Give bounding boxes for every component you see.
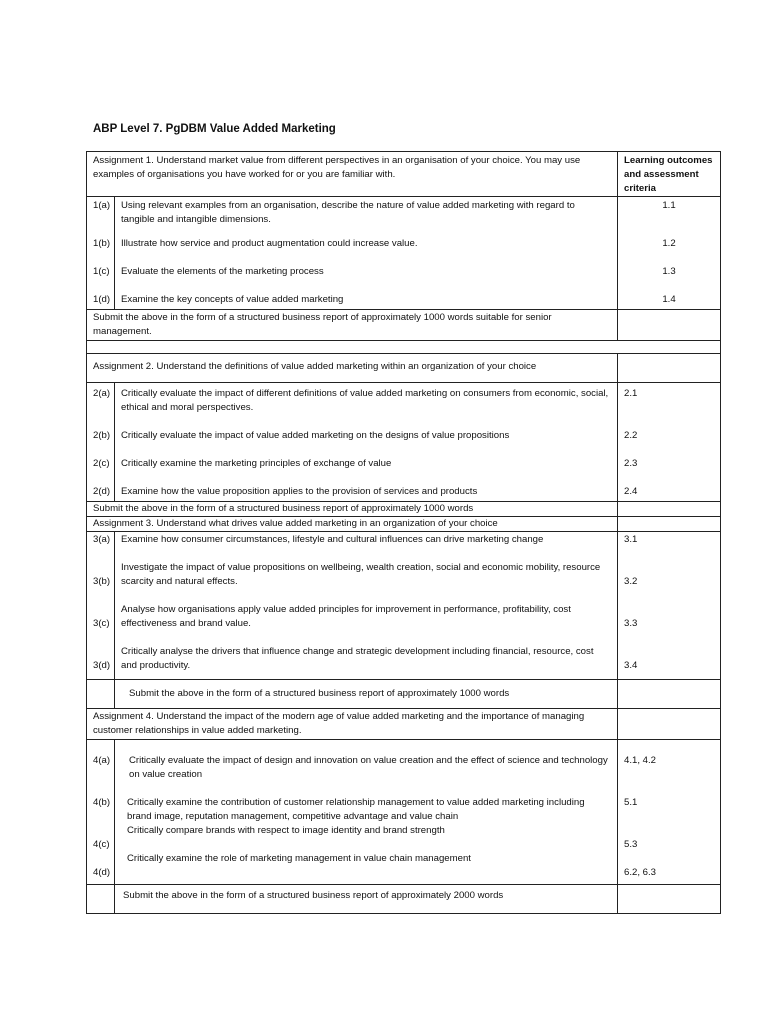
task-id: 4(d) bbox=[93, 867, 111, 878]
learning-outcome: 2.1 bbox=[624, 388, 638, 399]
assignment-4-submit-row bbox=[87, 885, 721, 914]
task-ids bbox=[87, 740, 115, 885]
task-ids bbox=[87, 197, 115, 310]
submit-instruction: Submit the above in the form of a structured business report of approximately 1000 words suitable for senior management. bbox=[87, 310, 618, 341]
task-outcomes bbox=[618, 383, 721, 502]
task-id: 1(c) bbox=[93, 266, 110, 277]
learning-outcome: 1.4 bbox=[662, 294, 676, 305]
task-id: 1(b) bbox=[93, 238, 111, 249]
task-id: 1(a) bbox=[93, 200, 111, 211]
learning-outcome: 4.1, 4.2 bbox=[624, 755, 657, 766]
page-title: ABP Level 7. PgDBM Value Added Marketing bbox=[93, 123, 336, 135]
task-texts bbox=[115, 197, 618, 310]
learning-outcomes-header: Learning outcomes and assessment criteria bbox=[618, 152, 721, 197]
task-id: 3(d) bbox=[93, 660, 111, 671]
task-id: 3(c) bbox=[93, 618, 110, 629]
task-text: Investigate the impact of value propositions on wellbeing, wealth creation, social and economic mobility, resource scarcity and natural effects. bbox=[121, 562, 601, 587]
submit-instruction: Submit the above in the form of a structured business report of approximately 1000 words bbox=[87, 502, 618, 517]
task-text: Analyse how organisations apply value added principles for improvement in performance, profitability, cost effectiveness and brand value. bbox=[121, 604, 571, 629]
task-text: Critically examine the role of marketing management in value chain management bbox=[127, 853, 471, 864]
learning-outcome: 1.3 bbox=[662, 266, 676, 277]
task-id: 2(b) bbox=[93, 430, 111, 441]
submit-instruction: Submit the above in the form of a structured business report of approximately 1000 words bbox=[115, 680, 618, 709]
task-text: Illustrate how service and product augmentation could increase value. bbox=[121, 238, 418, 249]
learning-outcome: 3.2 bbox=[624, 576, 638, 587]
learning-outcome: 2.2 bbox=[624, 430, 638, 441]
assignment-2-tasks-row bbox=[87, 383, 721, 502]
task-text: Examine how the value proposition applies to the provision of services and products bbox=[121, 486, 478, 497]
learning-outcome: 1.2 bbox=[662, 238, 676, 249]
task-ids bbox=[87, 383, 115, 502]
task-text: Examine how consumer circumstances, lifestyle and cultural influences can drive marketing change bbox=[121, 534, 544, 545]
learning-outcome: 3.4 bbox=[624, 660, 638, 671]
task-id: 4(a) bbox=[93, 755, 111, 766]
learning-outcome: 5.3 bbox=[624, 839, 638, 850]
assignment-1-submit-row bbox=[87, 310, 721, 341]
task-text: Critically evaluate the impact of different definitions of value added marketing on consumers from economic, social, ethical and moral perspectives. bbox=[121, 388, 609, 413]
learning-outcome: 1.1 bbox=[662, 200, 676, 211]
task-text: Examine the key concepts of value added marketing bbox=[121, 294, 344, 305]
assignment-4-tasks-row bbox=[87, 740, 721, 885]
assignment-3-submit-row bbox=[87, 680, 721, 709]
assignment-2-submit-row bbox=[87, 502, 721, 517]
task-text: Critically evaluate the impact of design and innovation on value creation and the effect of science and technology on value creation bbox=[129, 755, 608, 780]
assignment-3-heading: Assignment 3. Understand what drives value added marketing in an organization of your choice bbox=[87, 517, 618, 532]
learning-outcome: 6.2, 6.3 bbox=[624, 867, 657, 878]
task-id: 2(c) bbox=[93, 458, 110, 469]
assignment-1-heading: Assignment 1. Understand market value from different perspectives in an organisation of your choice. You may use examples of organisations you have worked for or you are familiar with. bbox=[87, 152, 618, 197]
assignment-1-tasks-row bbox=[87, 197, 721, 310]
task-text: Critically examine the marketing principles of exchange of value bbox=[121, 458, 392, 469]
task-outcomes bbox=[618, 197, 721, 310]
task-id: 1(d) bbox=[93, 294, 111, 305]
assignment-3-tasks-row bbox=[87, 532, 721, 680]
task-id: 3(a) bbox=[93, 534, 111, 545]
task-text: Critically examine the contribution of customer relationship management to value added marketing including brand image, reputation management, competitive advantage and value chain bbox=[127, 797, 585, 822]
task-text: Using relevant examples from an organisation, describe the nature of value added marketing with regard to tangible and intangible dimensions. bbox=[121, 200, 575, 225]
task-text: Critically compare brands with respect to image identity and brand strength bbox=[127, 825, 445, 836]
submit-instruction: Submit the above in the form of a structured business report of approximately 2000 words bbox=[115, 885, 618, 914]
task-id: 3(b) bbox=[93, 576, 111, 587]
task-texts bbox=[115, 383, 618, 502]
assignment-1-header-row bbox=[87, 152, 721, 197]
assignment-table bbox=[86, 151, 721, 914]
assignment-3-header-row bbox=[87, 517, 721, 532]
task-texts bbox=[115, 532, 618, 680]
learning-outcome: 2.4 bbox=[624, 486, 638, 497]
assignment-2-header-row bbox=[87, 354, 721, 383]
task-outcomes bbox=[618, 532, 721, 680]
learning-outcome: 3.3 bbox=[624, 618, 638, 629]
spacer-row bbox=[87, 341, 721, 354]
learning-outcome: 5.1 bbox=[624, 797, 638, 808]
assignment-4-heading: Assignment 4. Understand the impact of the modern age of value added marketing and the importance of managing customer relationships in value added marketing. bbox=[87, 709, 618, 740]
task-id: 4(c) bbox=[93, 839, 110, 850]
task-id: 2(a) bbox=[93, 388, 111, 399]
task-text: Critically evaluate the impact of value added marketing on the designs of value propositions bbox=[121, 430, 510, 441]
task-id: 2(d) bbox=[93, 486, 111, 497]
task-outcomes bbox=[618, 740, 721, 885]
task-id: 4(b) bbox=[93, 797, 111, 808]
task-text: Evaluate the elements of the marketing process bbox=[121, 266, 324, 277]
assignment-4-header-row bbox=[87, 709, 721, 740]
learning-outcome: 3.1 bbox=[624, 534, 638, 545]
task-texts bbox=[115, 740, 618, 885]
assignment-2-heading: Assignment 2. Understand the definitions of value added marketing within an organization of your choice bbox=[87, 354, 618, 383]
learning-outcome: 2.3 bbox=[624, 458, 638, 469]
task-text: Critically analyse the drivers that influence change and strategic development including financial, resource, cost and productivity. bbox=[121, 646, 594, 671]
task-ids bbox=[87, 532, 115, 680]
